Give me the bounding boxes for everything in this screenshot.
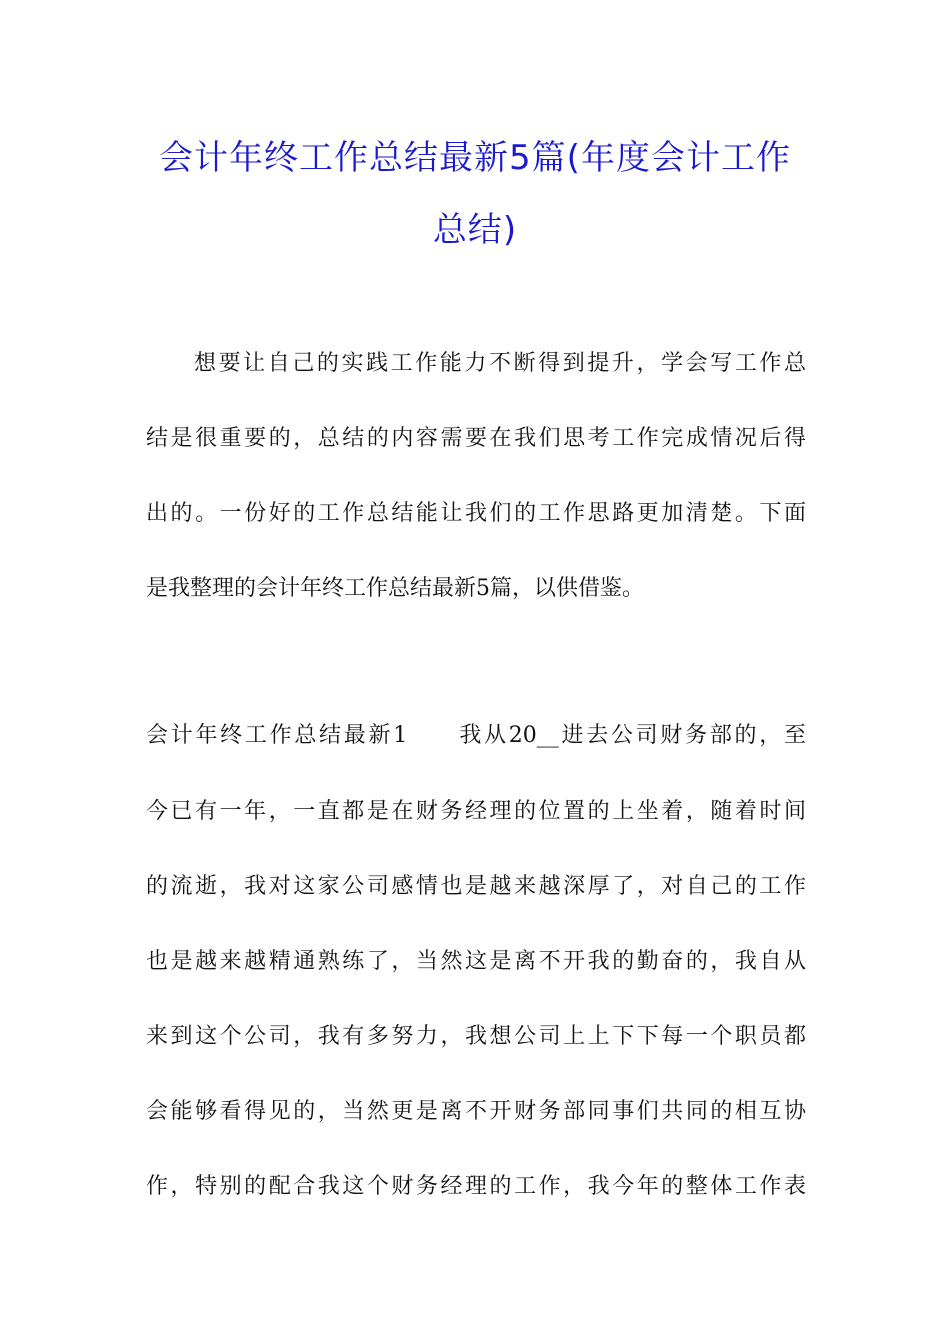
document-title-line-1: 会计年终工作总结最新5篇(年度会计工作 [159, 138, 791, 178]
section-1-line-5: 来到这个公司，我有多努力，我想公司上上下下每一个职员都 [146, 1024, 806, 1049]
section-1-line-2: 今已有一年，一直都是在财务经理的位置的上坐着，随着时间 [146, 799, 806, 824]
section-1-line-4: 也是越来越精通熟练了，当然这是离不开我的勤奋的，我自从 [146, 949, 806, 974]
section-1-line-7: 作，特别的配合我这个财务经理的工作，我今年的整体工作表 [146, 1174, 806, 1199]
document-title-line-2: 总结) [432, 210, 518, 250]
section-1-line-1: 会计年终工作总结最新1 我从20__进去公司财务部的，至 [146, 723, 806, 748]
intro-paragraph-line-3: 出的。一份好的工作总结能让我们的工作思路更加清楚。下面 [146, 501, 806, 526]
section-1-line-6: 会能够看得见的，当然更是离不开财务部同事们共同的相互协 [146, 1099, 806, 1124]
section-1-line-3: 的流逝，我对这家公司感情也是越来越深厚了，对自己的工作 [146, 874, 806, 899]
intro-paragraph-line-4: 是我整理的会计年终工作总结最新5篇，以供借鉴。 [146, 576, 644, 601]
intro-paragraph-line-1: 想要让自己的实践工作能力不断得到提升，学会写工作总 [194, 351, 806, 376]
intro-paragraph-line-2: 结是很重要的，总结的内容需要在我们思考工作完成情况后得 [146, 426, 806, 451]
